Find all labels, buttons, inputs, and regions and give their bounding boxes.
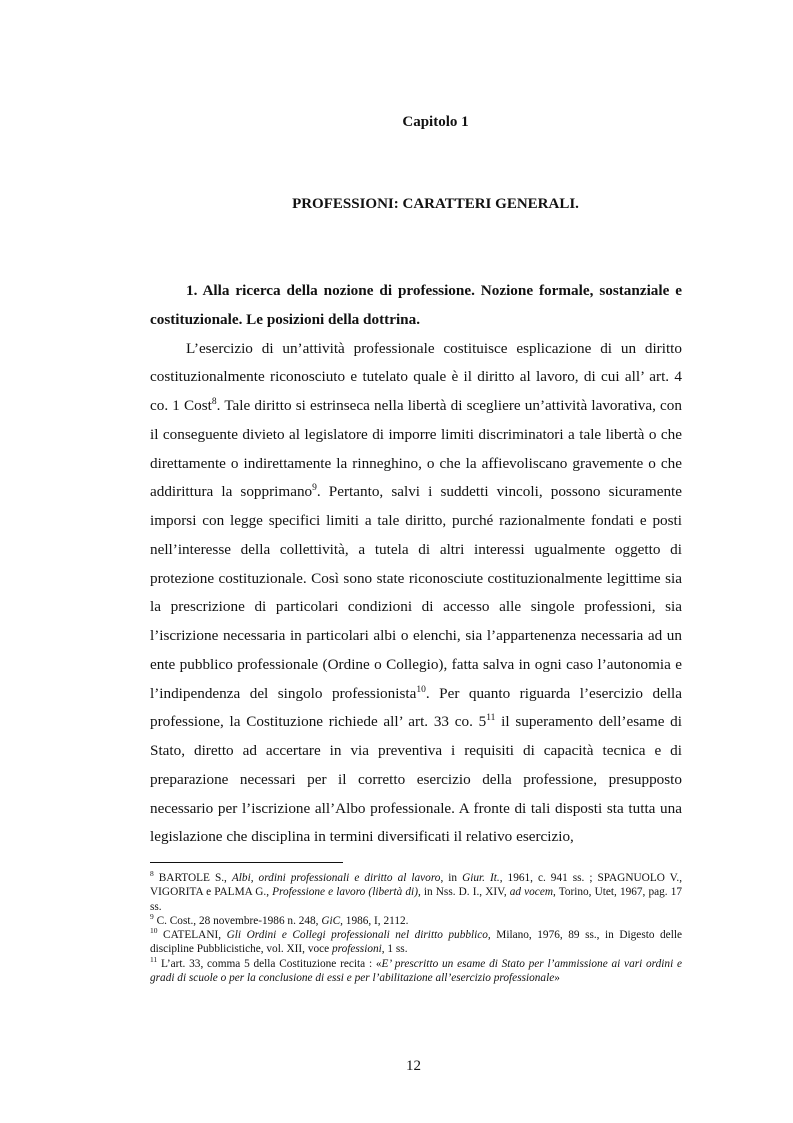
footnote-number: 11 [150, 955, 158, 965]
footnote-italic: Professione e lavoro (libertà di) [272, 886, 418, 899]
footnote-divider [150, 862, 343, 863]
footnote-ref[interactable]: 8 [211, 396, 217, 407]
footnote-text: L’art. 33, comma 5 della Costituzione recita : « [157, 957, 382, 970]
footnote-number: 8 [150, 869, 154, 879]
chapter-label: Capitolo 1 [402, 114, 469, 130]
footnotes [150, 871, 682, 985]
footnote-11 [150, 957, 682, 986]
footnote-italic: professioni [331, 943, 382, 956]
footnote-italic: Albi, ordini professionali e diritto al lavoro [231, 872, 441, 884]
footnote-text: , in Nss. D. I., XIV, [417, 886, 510, 899]
footnote-ref[interactable]: 9 [312, 483, 317, 494]
footnote-text: 1986, I, 2112. [342, 914, 409, 927]
footnote-ref[interactable]: 11 [486, 713, 496, 724]
footnote-text: , 1 ss. [381, 943, 408, 956]
section-heading: 1. Alla ricerca della nozione di professione. Nozione formale, sostanziale e costituzionale. Le posizioni della dottrina. [150, 282, 682, 328]
paragraph-text: L’esercizio di un’attività professionale costituisce esplicazione di un diritto costituzionalmente riconosciuto e tutelato quale è il diritto al lavoro, di cui all’ art. 4 co. 1 Cost [150, 339, 682, 414]
footnote-text: C. Cost., 28 novembre-1986 n. 248, [153, 914, 322, 927]
footnote-text: BARTOLE S., [153, 872, 232, 884]
footnote-italic: ad vocem [509, 886, 553, 899]
body-text [150, 277, 682, 852]
footnote-text: » [554, 972, 560, 985]
footnote-text: , 1961, c. 941 ss. ; SPAGNUOLO V., VIGORITA e PALMA G., [150, 872, 683, 899]
footnote-text: , in [440, 872, 463, 884]
footnote-text: Milano, 1976, 89 ss., in Digesto delle discipline Pubblicistiche, vol. XII, voce [150, 929, 682, 956]
footnote-ref[interactable]: 10 [416, 684, 426, 695]
footnote-8 [150, 871, 682, 914]
footnote-10 [150, 928, 682, 957]
footnote-italic: GiC, [321, 914, 343, 927]
paragraph-text: . Per quanto riguarda l’esercizio della professione, la Costituzione richiede all’ art. 33 co. 5 [150, 684, 682, 731]
paragraph-text: . Tale diritto si estrinseca nella libertà di scegliere un’attività lavorativa, con il conseguente divieto al legislatore di imporre limiti discriminatori a tale libertà o che direttamente o indirettamente la rinneghino, o che la affievoliscano gravemente o che addirittura la sopprimano [150, 397, 682, 501]
footnote-italic: E’ prescritto un esame di Stato per l’ammissione ai vari ordini e gradi di scuole o per la conclusione di essi e per l’abilitazione all’esercizio professionale [150, 957, 683, 985]
footnote-text: CATELANI, [157, 929, 227, 942]
body-paragraph [150, 335, 682, 853]
footnote-number: 10 [150, 926, 158, 936]
footnote-number: 9 [150, 912, 154, 922]
paragraph-text: il superamento dell’esame di Stato, diretto ad accertare in via preventiva i requisiti di capacità tecnica e di preparazione necessari per il corretto esercizio della professione, presupposto necessario per l’iscrizione all’Albo professionale. A fronte di tali disposti sta tutta una legislazione che disciplina in termini diversificati il relativo esercizio, [150, 713, 682, 846]
footnote-text: , Torino, Utet, 1967, pag. 17 ss. [150, 886, 682, 913]
footnote-italic: Giur. It. [462, 872, 500, 884]
page-number: 12 [406, 1058, 421, 1074]
chapter-title: PROFESSIONI: CARATTERI GENERALI. [292, 196, 579, 212]
footnote-italic: Gli Ordini e Collegi professionali nel diritto pubblico, [226, 929, 491, 942]
footnote-9 [150, 914, 682, 928]
paragraph-text: . Pertanto, salvi i suddetti vincoli, possono sicuramente imporsi con legge specifici limiti a tale diritto, purché razionalmente fondati e posti nell’interesse della collettività, a tutela di altri interessi ugualmente oggetto di protezione costituzionale. Così sono state riconosciute costituzionalmente legittime sia la prescrizione di particolari condizioni di accesso alle singole professioni, sia l’iscrizione necessaria in particolari albi o elenchi, sia l’appartenenza necessaria ad un ente pubblico professionale (Ordine o Collegio), fatta salva in ogni caso l’autonomia e l’indipendenza del singolo professionista [150, 483, 683, 702]
